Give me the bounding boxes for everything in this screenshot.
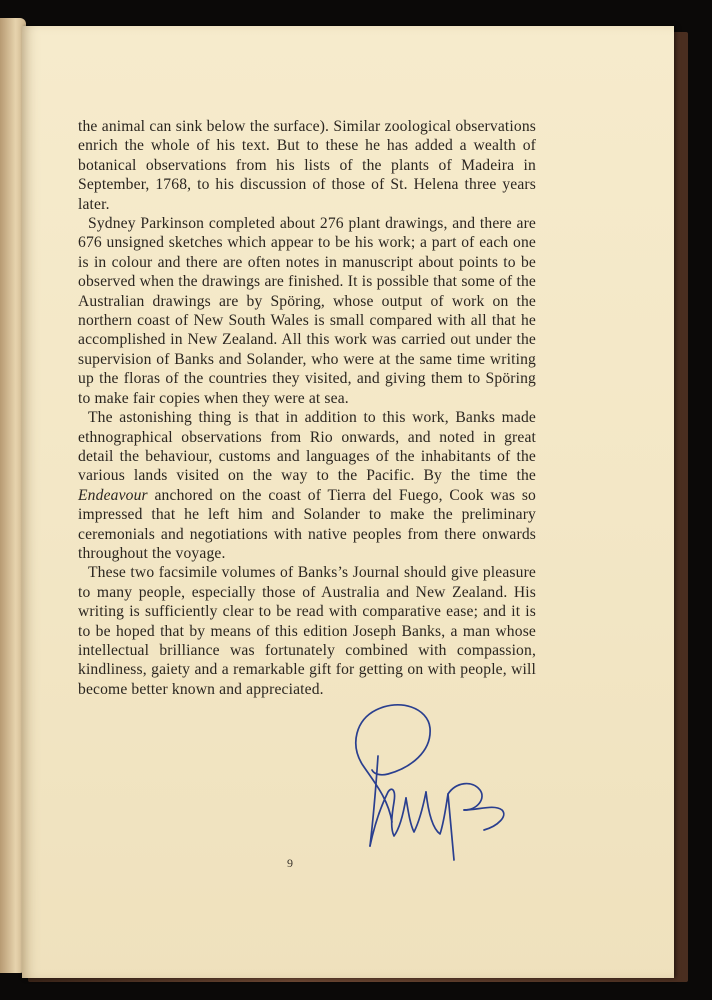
paragraph-3-end: anchored on the coast of Tierra del Fuego, Cook was so impressed that he left him and Solander to make the preliminary ceremonials and negotiations with native peoples from there onwards throughout the voyage. — [78, 486, 536, 562]
paragraph-4: These two facsimile volumes of Banks’s Journal should give pleasure to many people, especially those of Australia and New Zealand. His writing is sufficiently clear to be read with comparative ease; and it is to be hoped that by means of this edition Joseph Banks, a man whose intellectual brilliance was fortunately combined with compassion, kindliness, gaiety and a remarkable gift for getting on with people, will become better known and appreciated. — [78, 564, 536, 698]
paragraph-1: the animal can sink below the surface). Similar zoological observations enrich the whole of his text. But to these he has added a wealth of botanical observations from his lists of the plants of Madeira in September, 1768, to his discussion of those of St. Helena three years later. — [78, 118, 536, 213]
page-number: 9 — [287, 856, 293, 870]
handwritten-signature — [348, 698, 528, 873]
body-text — [78, 117, 536, 699]
paragraph-2: Sydney Parkinson completed about 276 plant drawings, and there are 676 unsigned sketches which appear to be his work; a part of each one is in colour and there are often notes in manuscript about points to be observed when the drawings are finished. It is possible that some of the Australian drawings are by Spöring, whose output of work on the northern coast of New South Wales is small compared with all that he accomplished in New Zealand. All this work was carried out under the supervision of Banks and Solander, who were at the same time writing up the floras of the countries they visited, and giving them to Spöring to make fair copies when they were at sea. — [78, 215, 536, 407]
paragraph-3 — [78, 408, 536, 563]
paragraph-3-start: The astonishing thing is that in addition to this work, Banks made ethnographical observations from Rio onwards, and noted in great detail the behaviour, customs and languages of the inhabitants of the various lands visited on the way to the Pacific. By the time the — [78, 409, 536, 485]
ship-name: Endeavour — [78, 486, 148, 504]
